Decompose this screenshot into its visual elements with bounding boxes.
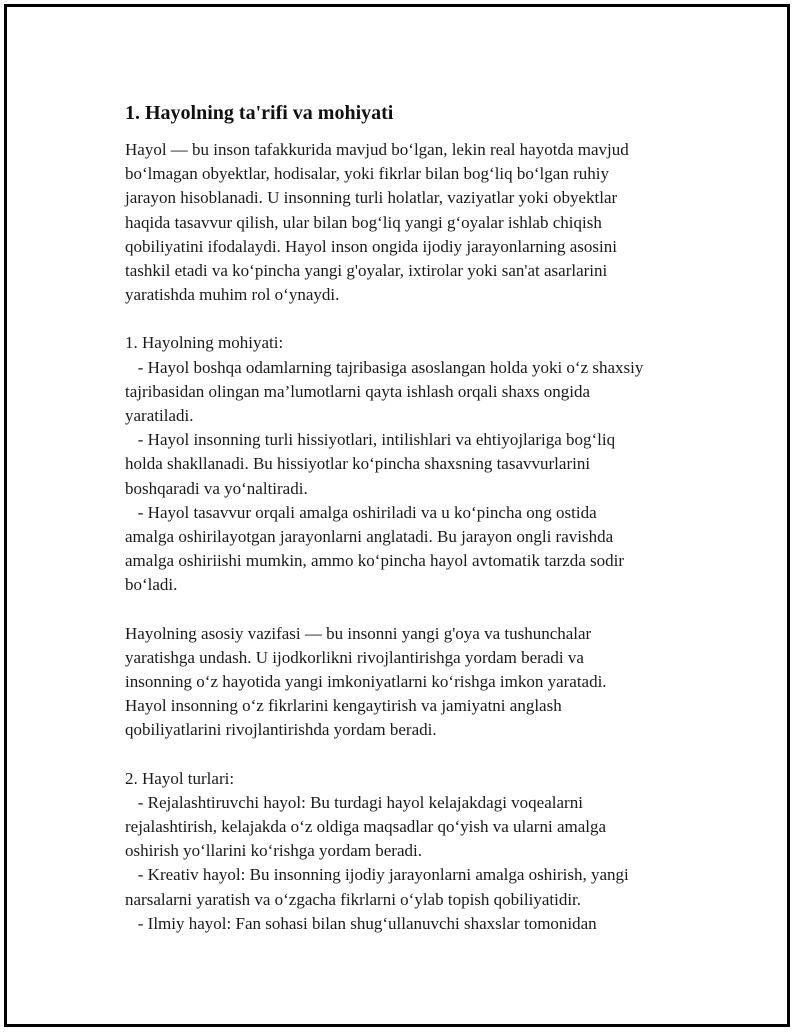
text-line: bo‘lmagan obyektlar, hodisalar, yoki fikrlar bilan bog‘liq bo‘lgan ruhiy [125,164,609,184]
text-line: jarayon hisoblanadi. U insonning turli holatlar, vaziyatlar yoki obyektlar [125,188,618,208]
text-line: yaratishga undash. U ijodkorlikni rivojlantirishga yordam beradi va [125,647,584,667]
section-heading: 1. Hayolning ta'rifi va mohiyati [125,102,394,124]
list-heading: 2. Hayol turlari: [125,768,235,788]
intro-paragraph [125,138,725,307]
vazifasi-paragraph [125,622,725,743]
list-item-line: - Ilmiy hayol: Fan sohasi bilan shug‘ullanuvchi shaxslar tomonidan [125,913,597,933]
paragraph-gap [125,743,725,767]
document-content [125,99,725,936]
list-heading: 1. Hayolning mohiyati: [125,333,284,353]
paragraph-gap [125,307,725,331]
turlari-list [125,767,725,936]
mohiyati-list [125,331,725,597]
text-line: yaratiladi. [125,406,194,426]
list-item-line: - Kreativ hayol: Bu insonning ijodiy jarayonlarni amalga oshirish, yangi [125,865,629,885]
page-frame [4,4,790,1027]
text-line: insonning o‘z hayotida yangi imkoniyatlarni ko‘rishga imkon yaratadi. [125,672,607,692]
text-line: Hayolning asosiy vazifasi — bu insonni yangi g'oya va tushunchalar [125,623,592,643]
text-line: qobiliyatini ifodalaydi. Hayol inson ongida ijodiy jarayonlarning asosini [125,236,617,256]
text-line: oshirish yo‘llarini ko‘rishga yordam beradi. [125,841,422,861]
paragraph-gap [125,598,725,622]
text-line: Hayol — bu inson tafakkurida mavjud bo‘lgan, lekin real hayotda mavjud [125,140,629,159]
text-line: Hayol insonning o‘z fikrlarini kengaytirish va jamiyatni anglash [125,696,562,716]
text-line: yaratishda muhim rol o‘ynaydi. [125,285,340,305]
text-line: narsalarni yaratish va o‘zgacha fikrlarni o‘ylab topish qobiliyatidir. [125,889,582,909]
list-item-line: - Hayol boshqa odamlarning tajribasiga asoslangan holda yoki o‘z shaxsiy [125,357,644,377]
text-line: boshqaradi va yo‘naltiradi. [125,478,308,498]
list-item-line: - Hayol tasavvur orqali amalga oshiriladi va u ko‘pincha ong ostida [125,502,597,522]
text-line: qobiliyatlarini rivojlantirishda yordam beradi. [125,720,437,740]
text-line: holda shakllanadi. Bu hissiyotlar ko‘pincha shaxsning tasavvurlarini [125,454,591,474]
text-line: tajribasidan olingan ma’lumotlarni qayta ishlash orqali shaxs ongida [125,381,591,401]
text-line: bo‘ladi. [125,575,178,595]
text-line: haqida tasavvur qilish, ular bilan bog‘liq yangi g‘oyalar ishlab chiqish [125,212,602,232]
list-item-line: - Rejalashtiruvchi hayol: Bu turdagi hayol kelajakdagi voqealarni [125,792,583,812]
text-line: tashkil etadi va ko‘pincha yangi g'oyalar, ixtirolar yoki san'at asarlarini [125,261,608,281]
text-line: rejalashtirish, kelajakda o‘z oldiga maqsadlar qo‘yish va ularni amalga [125,817,607,837]
text-line: amalga oshirilayotgan jarayonlarni anglatadi. Bu jarayon ongli ravishda [125,527,614,547]
list-item-line: - Hayol insonning turli hissiyotlari, intilishlari va ehtiyojlariga bog‘liq [125,430,616,450]
text-line: amalga oshiriishi mumkin, ammo ko‘pincha hayol avtomatik tarzda sodir [125,551,625,571]
